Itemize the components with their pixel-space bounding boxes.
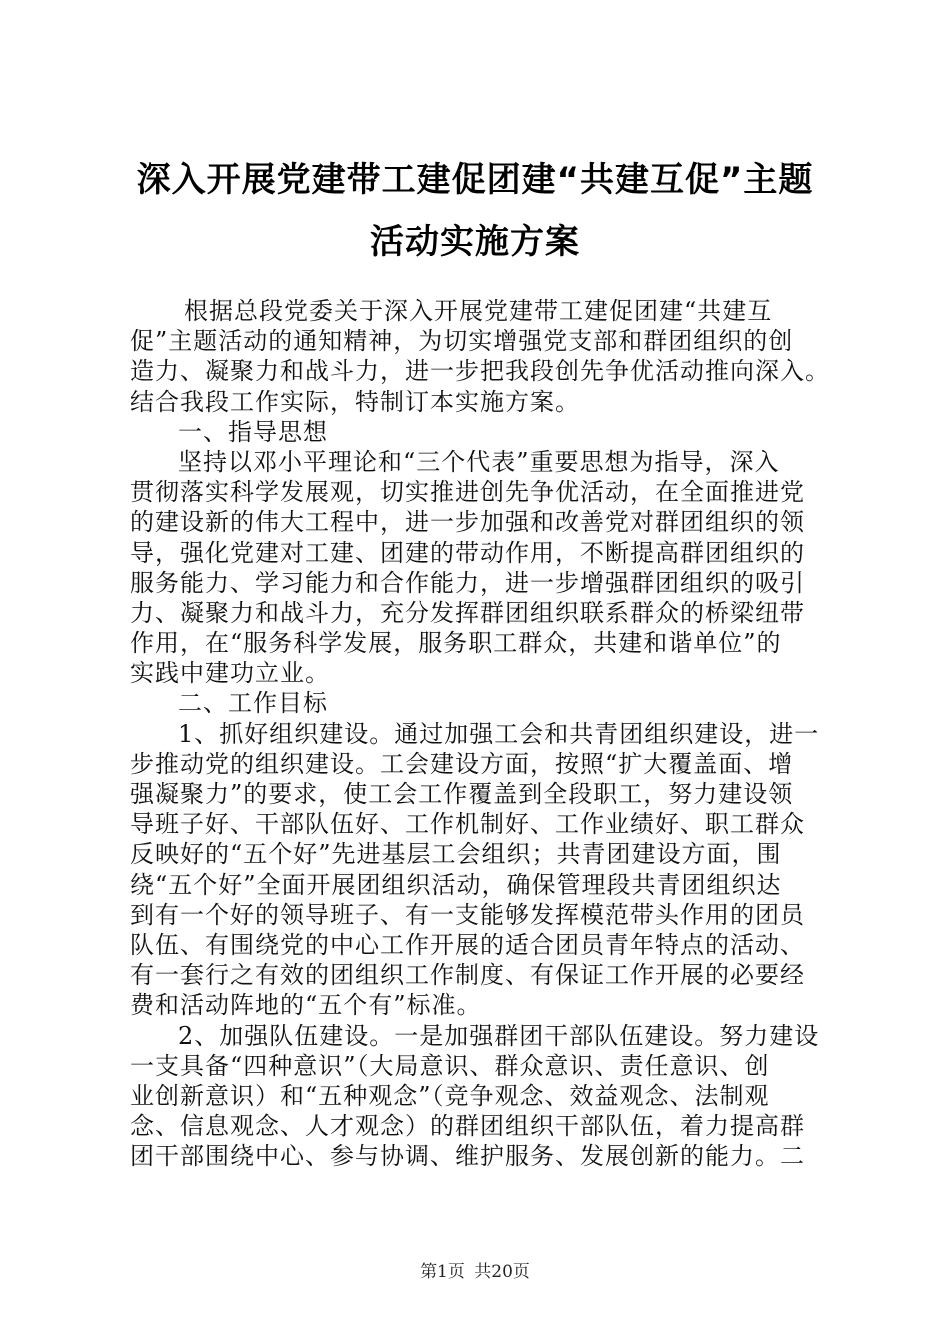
paragraph-line: 1、抓好组织建设。通过加强工会和共青团组织建设，进一 (178, 719, 820, 748)
paragraph-line: 强凝聚力”的要求，使工会工作覆盖到全段职工，努力建设领 (130, 780, 794, 808)
paragraph-line: 服务能力、学习能力和合作能力，进一步增强群团组织的吸引 (130, 568, 805, 597)
paragraph-line: 反映好的“五个好”先进基层工会组织；共青团建设方面，围 (130, 840, 782, 869)
document-title-line-1: 深入开展党建带工建促团建“共建互促”主题 (136, 160, 814, 200)
paragraph-line: 导班子好、干部队伍好、工作机制好、工作业绩好、职工群众 (130, 810, 805, 839)
paragraph-line: 到有一个好的领导班子、有一支能够发挥模范带头作用的团员 (130, 900, 805, 929)
page-total: 共20页 (474, 1262, 530, 1282)
paragraph-line: 步推动党的组织建设。工会建设方面，按照“扩大覆盖面、增 (130, 749, 794, 778)
paragraph-line: 一支具备“四种意识”（大局意识、群众意识、责任意识、创 (130, 1051, 770, 1080)
page-number: 第1页 (420, 1262, 465, 1282)
section-heading: 一、指导思想 (178, 417, 328, 446)
paragraph-line: 团干部围绕中心、参与协调、维护服务、发展创新的能力。二 (130, 1142, 805, 1171)
paragraph-line: 坚持以邓小平理论和“三个代表”重要思想为指导，深入 (178, 447, 780, 476)
document-title-line-2: 活动实施方案 (370, 222, 580, 262)
paragraph-line: 贯彻落实科学发展观，切实推进创先争优活动，在全面推进党 (130, 478, 805, 507)
paragraph-line: 促”主题活动的通知精神，为切实增强党支部和群团组织的创 (130, 327, 794, 356)
paragraph-line: 有一套行之有效的团组织工作制度、有保证工作开展的必要经 (130, 961, 805, 990)
paragraph-line: 的建设新的伟大工程中，进一步加强和改善党对群团组织的领 (130, 508, 805, 537)
paragraph-line: 根据总段党委关于深入开展党建带工建促团建“共建互 (184, 297, 773, 325)
paragraph-line: 导，强化党建对工建、团建的带动作用，不断提高群团组织的 (130, 538, 805, 567)
paragraph-line: 念、信息观念、人才观念）的群团组织干部队伍，着力提高群 (130, 1112, 805, 1141)
paragraph-line: 造力、凝聚力和战斗力，进一步把我段创先争优活动推向深入。 (130, 357, 830, 386)
paragraph-line: 力、凝聚力和战斗力，充分发挥群团组织联系群众的桥梁纽带 (130, 598, 805, 627)
paragraph-line: 绕“五个好”全面开展团组织活动，确保管理段共青团组织达 (130, 870, 782, 899)
page-footer (0, 1262, 950, 1282)
document-body (130, 296, 830, 1171)
paragraph-line: 作用，在“服务科学发展，服务职工群众，共建和谐单位”的 (130, 629, 782, 658)
paragraph-line: 队伍、有围绕党的中心工作开展的适合团员青年特点的活动、 (130, 930, 805, 959)
section-heading: 二、工作目标 (178, 689, 328, 718)
paragraph-line: 费和活动阵地的“五个有”标准。 (130, 991, 482, 1020)
paragraph-line: 2、加强队伍建设。一是加强群团干部队伍建设。努力建设 (178, 1021, 820, 1050)
paragraph-line: 结合我段工作实际，特制订本实施方案。 (130, 387, 580, 416)
paragraph-line: 业创新意识）和“五种观念”（竞争观念、效益观念、法制观 (130, 1081, 770, 1110)
paragraph-line: 实践中建功立业。 (130, 659, 330, 688)
